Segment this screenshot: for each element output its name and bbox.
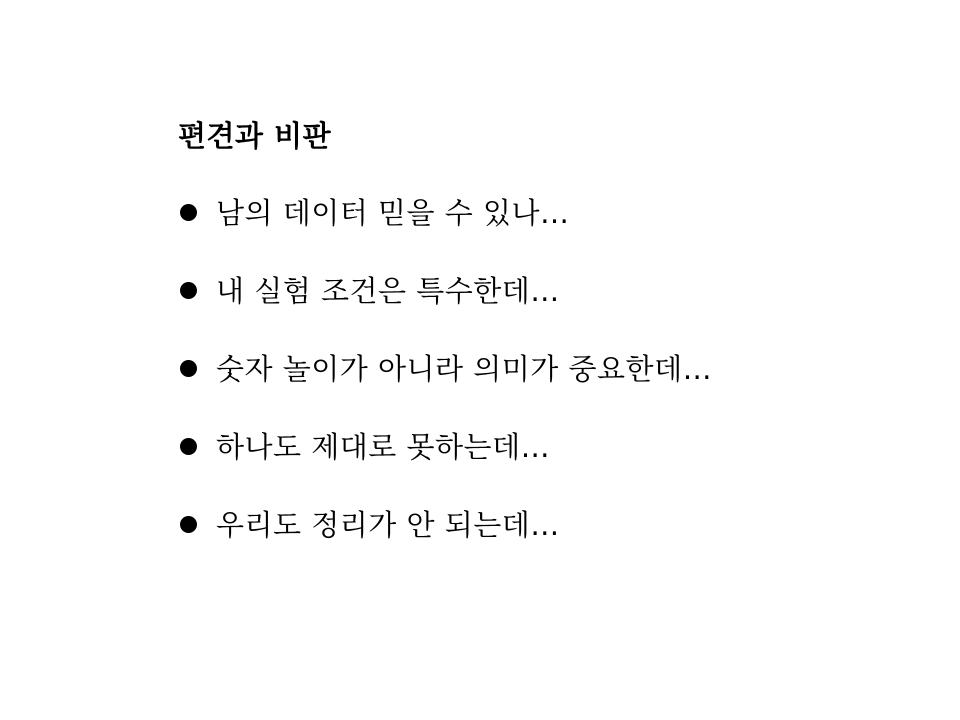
bullet-icon (180, 516, 197, 533)
bullet-text: 숫자 놀이가 아니라 의미가 중요한데… (216, 352, 713, 386)
bullet-list (180, 192, 712, 582)
bullet-text: 남의 데이터 믿을 수 있나… (216, 196, 570, 230)
bullet-icon (180, 282, 197, 299)
bullet-text: 내 실험 조건은 특수한데… (216, 274, 560, 308)
bullet-icon (180, 360, 197, 377)
bullet-icon (180, 204, 197, 221)
bullet-icon (180, 438, 197, 455)
bullet-text: 우리도 정리가 안 되는데… (216, 508, 560, 542)
bullet-item (180, 504, 712, 582)
bullet-item (180, 426, 712, 504)
slide-title: 편견과 비판 (178, 119, 332, 153)
bullet-text: 하나도 제대로 못하는데… (216, 430, 551, 464)
bullet-item (180, 270, 712, 348)
bullet-item (180, 348, 712, 426)
bullet-item (180, 192, 712, 270)
